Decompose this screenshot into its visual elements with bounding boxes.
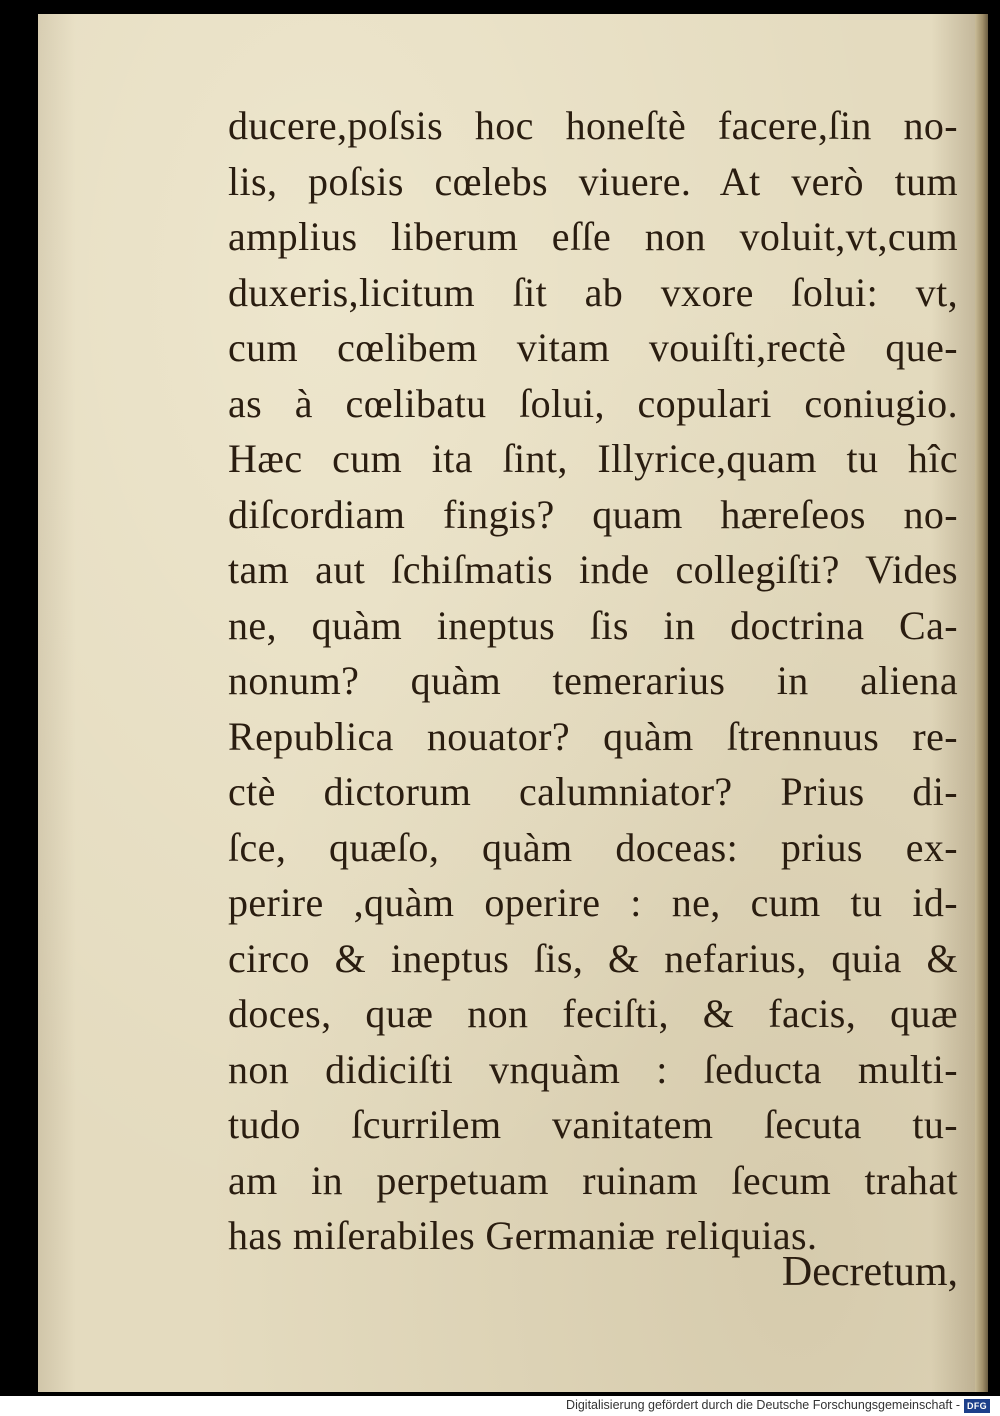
text-line: amplius liberum eſſe non voluit,vt,cum xyxy=(228,214,958,259)
text-line: perire ,quàm operire : ne, cum tu id- xyxy=(228,880,958,925)
text-line: doces, quæ non feciſti, & facis, quæ xyxy=(228,991,958,1036)
page-edge xyxy=(975,14,988,1392)
dfg-logo: DFG xyxy=(964,1399,990,1413)
text-line: nonum? quàm temerarius in aliena xyxy=(228,658,958,703)
text-line: ctè dictorum calumniator? Prius di- xyxy=(228,769,958,814)
text-line: Republica nouator? quàm ſtrennuus re- xyxy=(228,713,958,759)
footer-credit: Digitalisierung gefördert durch die Deutsche Forschungsgemeinschaft - xyxy=(566,1398,960,1412)
text-line: non didiciſti vnquàm : ſeducta multi- xyxy=(228,1046,958,1092)
text-line: tam aut ſchiſmatis inde collegiſti? Vides xyxy=(228,547,958,592)
text-line: lis, poſsis cœlebs viuere. At verò tum xyxy=(228,158,958,204)
text-line: duxeris,licitum ſit ab vxore ſolui: vt, xyxy=(228,269,958,315)
body-text xyxy=(228,98,958,1264)
catchword: Decretum, xyxy=(781,1249,958,1295)
text-line: ſce, quæſo, quàm doceas: prius ex- xyxy=(228,824,958,870)
text-line: ne, quàm ineptus ſis in doctrina Ca- xyxy=(228,602,958,648)
text-line: ducere,poſsis hoc honeſtè facere,ſin no- xyxy=(228,103,958,148)
text-line: diſcordiam fingis? quam hæreſeos no- xyxy=(228,491,958,537)
text-line: tudo ſcurrilem vanitatem ſecuta tu- xyxy=(228,1102,958,1147)
text-line: Hæc cum ita ſint, Illyrice,quam tu hîc xyxy=(228,436,958,481)
text-line: am in perpetuam ruinam ſecum trahat xyxy=(228,1157,958,1203)
text-line: has miſerabiles Germaniæ reliquias. xyxy=(228,1213,818,1258)
text-line: circo & ineptus ſis, & nefarius, quia & xyxy=(228,935,958,981)
text-line: cum cœlibem vitam vouiſti,rectè que- xyxy=(228,325,958,370)
text-line: as à cœlibatu ſolui, copulari coniugio. xyxy=(228,380,958,426)
